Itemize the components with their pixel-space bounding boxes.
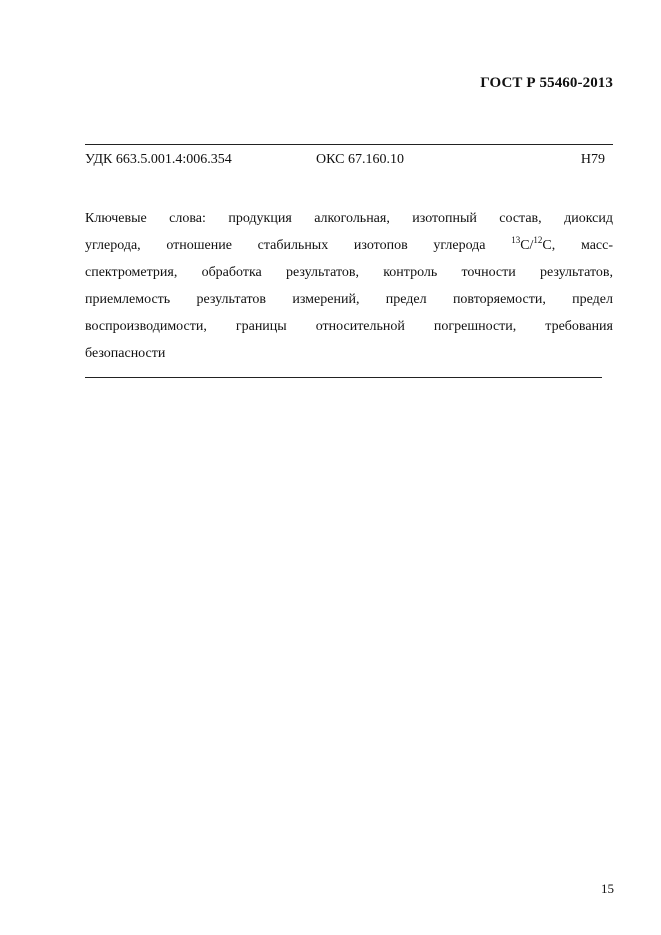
- keywords-line-2-suffix: масс-: [580, 238, 614, 253]
- isotope-12-superscript: 12: [533, 235, 543, 245]
- bottom-divider: [85, 377, 602, 378]
- keywords-line-2: [85, 232, 613, 259]
- keywords-line-6: безопасности: [85, 346, 166, 361]
- isotope-c-slash: C/: [520, 238, 534, 253]
- keywords-line-3: спектрометрия, обработка результатов, контроль точности результатов,: [85, 265, 613, 280]
- standard-designation: ГОСТ Р 55460-2013: [480, 75, 613, 91]
- isotope-ratio: [511, 235, 556, 253]
- isotope-c-comma: C,: [542, 238, 556, 253]
- oks-code: ОКС 67.160.10: [316, 152, 404, 167]
- classification-row: [85, 152, 605, 170]
- page-number: 15: [601, 881, 614, 896]
- keywords-line-1: Ключевые слова: продукция алкогольная, изотопный состав, диоксид: [85, 211, 613, 226]
- keywords-line-5: воспроизводимости, границы относительной погрешности, требования: [85, 319, 613, 334]
- keywords-paragraph: [85, 205, 613, 367]
- isotope-13-superscript: 13: [511, 235, 521, 245]
- keywords-line-2-prefix: углерода, отношение стабильных изотопов углерода: [85, 238, 486, 253]
- group-code: Н79: [580, 152, 605, 167]
- udk-code: УДК 663.5.001.4:006.354: [85, 152, 232, 167]
- keywords-line-4: приемлемость результатов измерений, предел повторяемости, предел: [85, 292, 613, 307]
- top-divider: [85, 144, 613, 145]
